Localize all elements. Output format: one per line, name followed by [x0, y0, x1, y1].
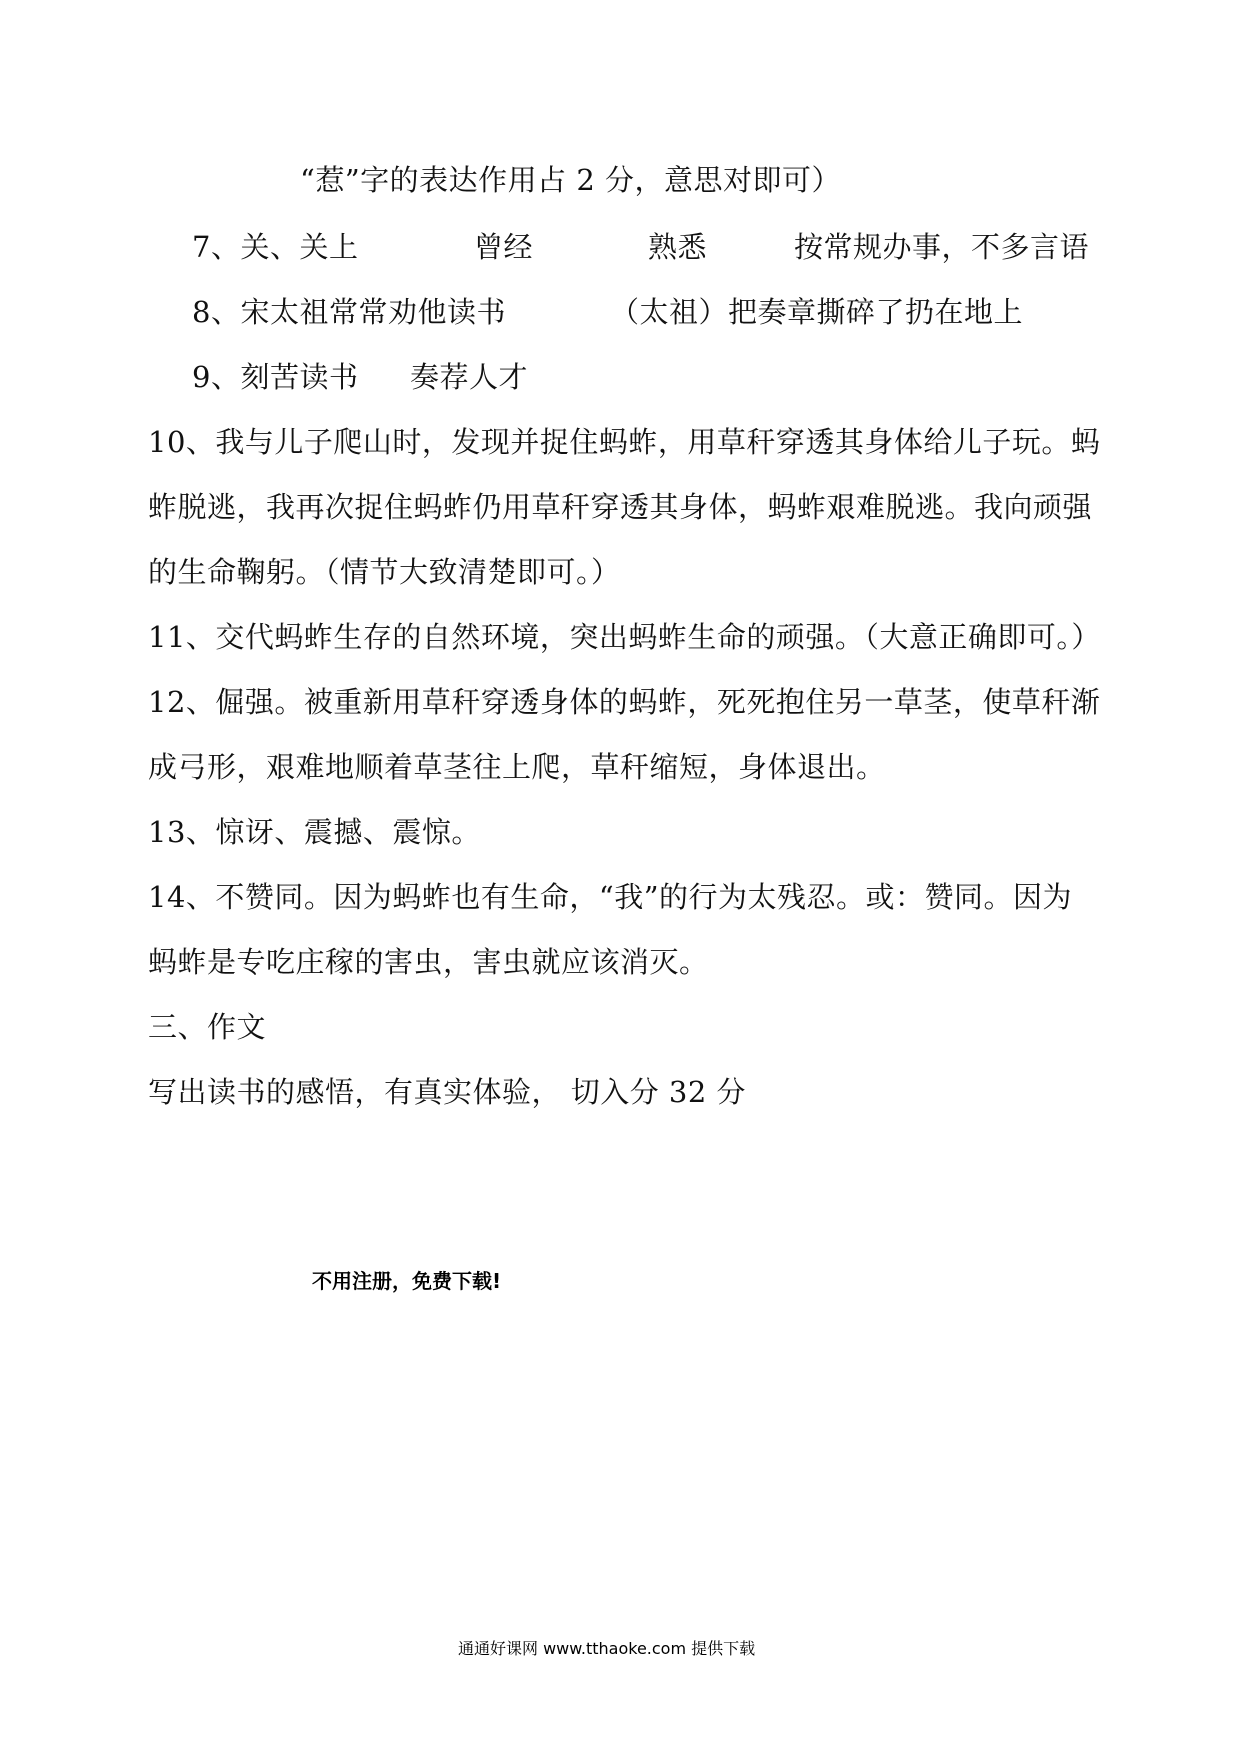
answer-q8-part1: 8、宋太祖常常劝他读书 — [192, 295, 506, 329]
free-download-note: 不用注册，免费下载! — [312, 1269, 502, 1293]
answer-q9-part1: 9、刻苦读书 — [192, 360, 359, 394]
answer-q10-line3: 的生命鞠躬。（情节大致清楚即可。） — [148, 555, 621, 589]
section-3-title: 三、作文 — [148, 1010, 267, 1044]
answer-q7-part2: 曾经 — [474, 230, 534, 264]
answer-q10-line2: 蚱脱逃，我再次捉住蚂蚱仍用草秆穿透其身体，蚂蚱艰难脱逃。我向顽强 — [148, 490, 1093, 524]
page-footer: 通通好课网 www.tthaoke.com 提供下载 — [458, 1639, 756, 1658]
answer-q7-part3: 熟悉 — [648, 230, 708, 264]
answer-q7 — [192, 227, 1152, 267]
answer-q10-line1: 10、我与儿子爬山时，发现并捉住蚂蚱，用草秆穿透其身体给儿子玩。蚂 — [148, 425, 1101, 459]
answer-q14-line2: 蚂蚱是专吃庄稼的害虫，害虫就应该消灭。 — [148, 945, 709, 979]
answer-q13: 13、惊讶、震撼、震惊。 — [148, 815, 481, 849]
answer-q12-line2: 成弓形，艰难地顺着草茎往上爬，草秆缩短，身体退出。 — [148, 750, 886, 784]
answer-q7-part1: 7、关、关上 — [192, 230, 359, 264]
answer-q9 — [192, 357, 1152, 397]
score-note-line: “惹”字的表达作用占 2 分，意思对即可） — [300, 163, 842, 197]
answer-q8 — [192, 292, 1152, 332]
answer-q11: 11、交代蚂蚱生存的自然环境，突出蚂蚱生命的顽强。（大意正确即可。） — [148, 620, 1101, 654]
section-3-text: 写出读书的感悟，有真实体验， 切入分 32 分 — [148, 1075, 747, 1109]
answer-q7-part4: 按常规办事，不多言语 — [794, 230, 1090, 264]
answer-q8-part2: （太祖）把奏章撕碎了扔在地上 — [610, 295, 1024, 329]
answer-q14-line1: 14、不赞同。因为蚂蚱也有生命，“我”的行为太残忍。或：赞同。因为 — [148, 880, 1073, 914]
answer-q12-line1: 12、倔强。被重新用草秆穿透身体的蚂蚱，死死抱住另一草茎，使草秆渐 — [148, 685, 1101, 719]
answer-q9-part2: 奏荐人才 — [410, 360, 529, 394]
